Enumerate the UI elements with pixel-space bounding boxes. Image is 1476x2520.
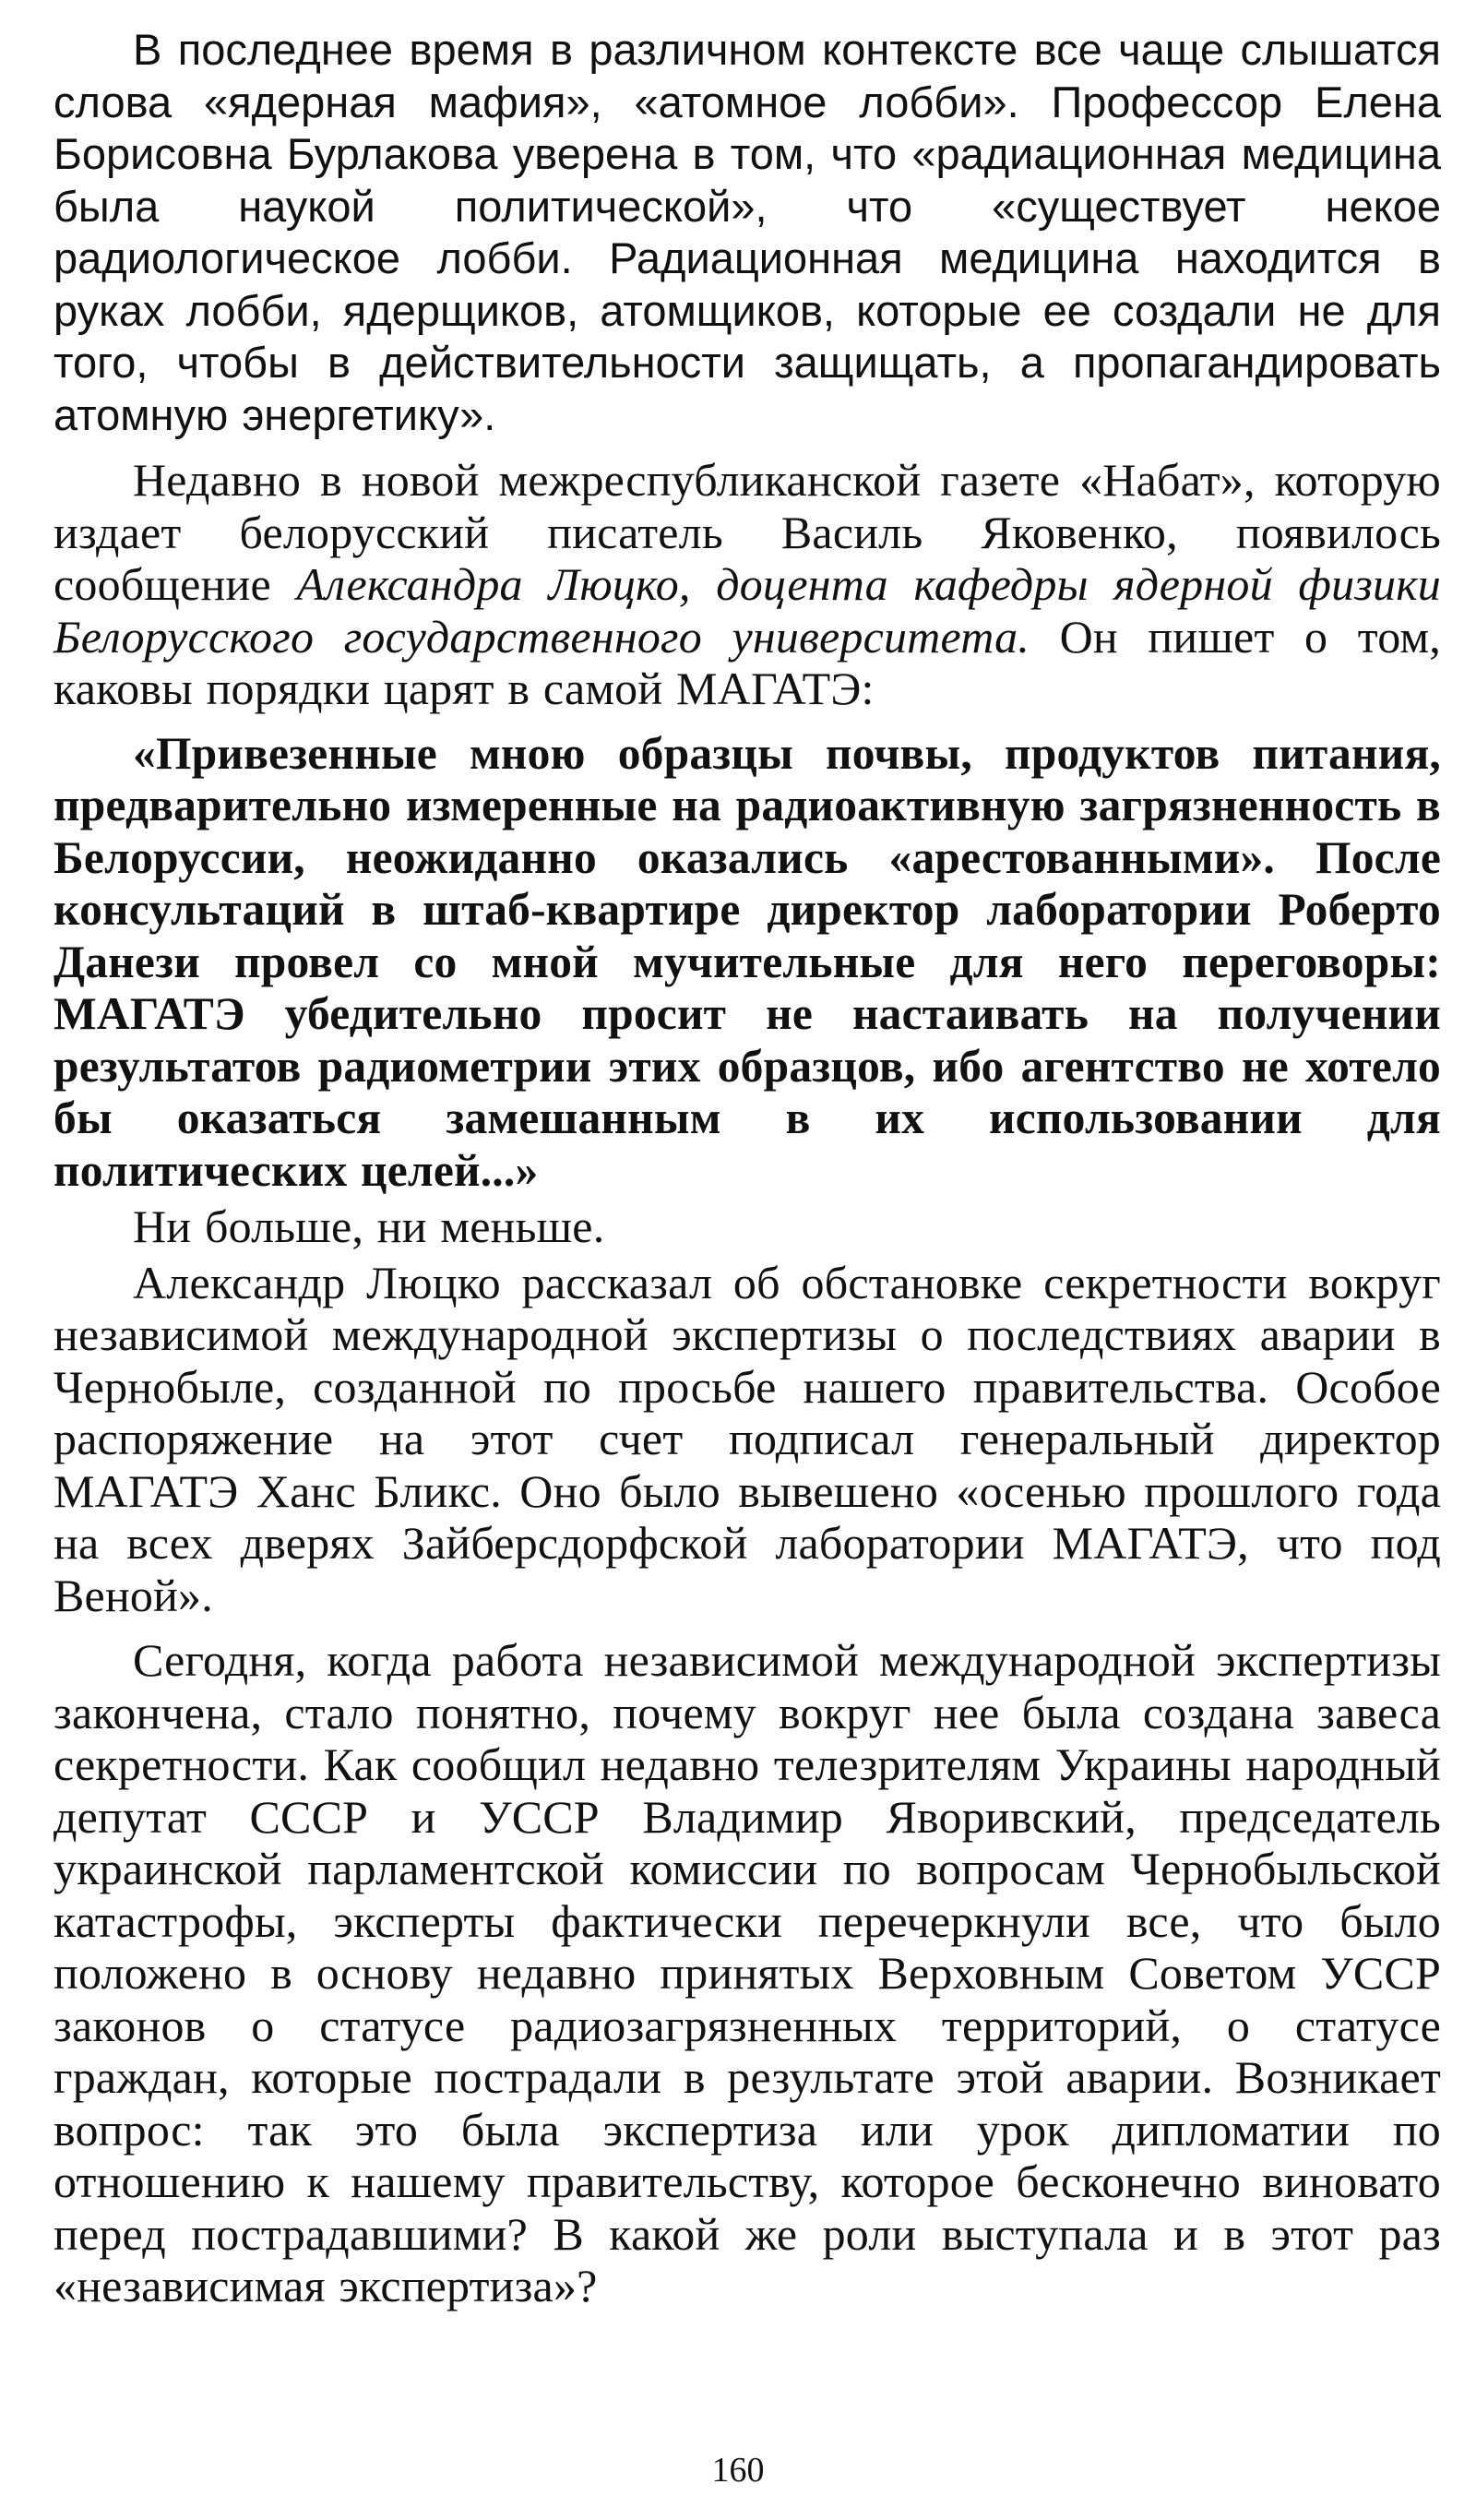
paragraph-secrecy: Александр Люцко рассказал об обстановке секретности вокруг независимой международной экспертизы о последствиях аварии в Чернобыле, созданной по просьбе нашего правительства. Особое распоряжение на этот счет подписал генеральный директор МАГАТЭ Ханс Бликс. Оно было вывешено «осенью прошлого года на всех дверях Зайберсдорфской лаборатории МАГАТЭ, что под Веной».	[54, 1256, 1441, 1621]
paragraph-nabat-intro: Недавно в новой межреспубликанской газете «Набат», которую издает белорусский писатель Василь Яковенко, появилось сообщение	[54, 454, 1441, 610]
paragraph-lobby-quote: В последнее время в различном контексте все чаще слышатся слова «ядерная мафия», «атомное лобби». Профессор Елена Борисовна Бурлакова уверена в том, что «радиационная медицина была наукой политической», что «существует некое радиологическое лобби. Радиационная медицина находится в руках лобби, ядерщиков, атомщиков, которые ее создали не для того, чтобы в действительности защищать, а пропагандировать атомную энергетику».	[54, 25, 1441, 439]
paragraph-nabat-author: Александра Люцко, доцента кафедры ядерной физики Белорусского государственного университета.	[54, 558, 1441, 663]
paragraph-expertise: Сегодня, когда работа независимой международной экспертизы закончена, стало понятно, почему вокруг нее была создана завеса секретности. Как сообщил недавно телезрителям Украины народный депутат СССР и УССР Владимир Яворивский, председатель украинской парламентской комиссии по вопросам Чернобыльской катастрофы, эксперты фактически перечеркнули все, что было положено в основу недавно принятых Верховным Советом УССР законов о статусе радиозагрязненных территорий, о статусе граждан, которые пострадали в результате этой аварии. Возникает вопрос: так это была экспертиза или урок дипломатии по отношению к нашему правительству, которое бесконечно виновато перед пострадавшими? В какой же роли выступала и в этот раз «независимая экспертиза»?	[54, 1634, 1441, 2311]
paragraph-bold-quote: «Привезенные мною образцы почвы, продуктов питания, предварительно измеренные на радиоактивную загрязненность в Белоруссии, неожиданно оказались «арестованными». После консультаций в штаб-квартире директор лаборатории Роберто Данези провел со мной мучительные для него переговоры: МАГАТЭ убедительно просит не настаивать на получении результатов радиометрии этих образцов, ибо агентство не хотело бы оказаться замешанным в их использовании для политических целей...»	[54, 727, 1441, 1196]
paragraph-nabat-outro: Он пишет о том, каковы порядки царят в самой МАГАТЭ:	[54, 610, 1441, 714]
paragraph-short-remark: Ни больше, ни меньше.	[133, 1200, 605, 1252]
page-number: 160	[711, 2451, 765, 2490]
paragraph-nabat	[54, 454, 1441, 715]
